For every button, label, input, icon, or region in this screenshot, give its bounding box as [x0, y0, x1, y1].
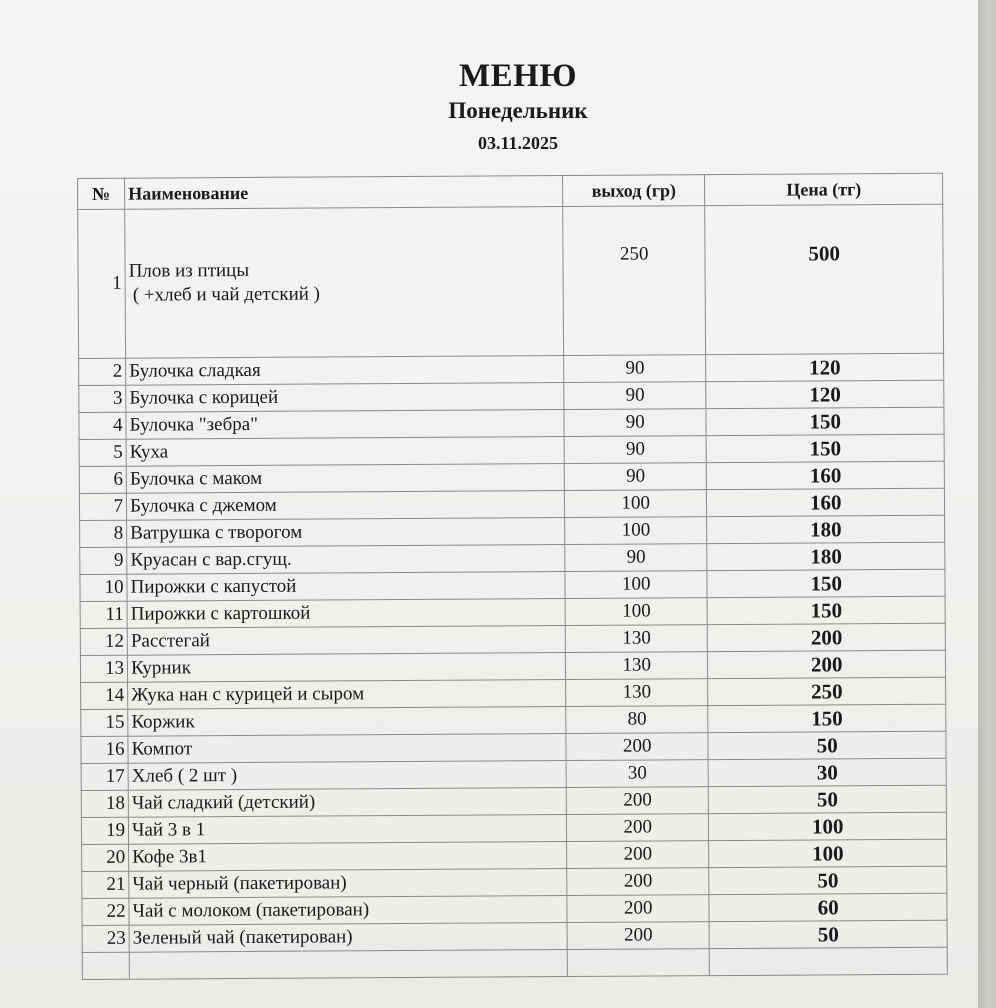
row-name: Булочка сладкая: [126, 356, 564, 386]
row-number: 5: [79, 439, 126, 466]
row-number: 23: [82, 925, 129, 952]
row-number: 13: [80, 655, 127, 682]
empty-cell: [129, 950, 567, 980]
row-name: Жука нан с курицей и сыром: [128, 680, 566, 710]
row-name: Зеленый чай (пакетирован): [129, 923, 567, 953]
column-header-output: выход (гр): [563, 175, 706, 207]
row-number: 19: [81, 817, 128, 844]
row-price: 160: [707, 488, 945, 516]
row-number: 18: [81, 790, 128, 817]
table-row: [78, 204, 944, 358]
row-name: Расстегай: [127, 626, 565, 656]
row-price: 150: [706, 407, 944, 435]
column-header-number: №: [78, 178, 125, 209]
row-number: 3: [79, 385, 126, 412]
row-number: 22: [82, 898, 129, 925]
row-output: 80: [566, 706, 708, 734]
row-name: Хлеб ( 2 шт ): [128, 761, 566, 791]
row-number: 4: [79, 412, 126, 439]
row-output: 100: [565, 571, 707, 599]
row-price: 180: [707, 515, 945, 543]
row-output: 100: [565, 517, 707, 545]
row-output: 200: [567, 922, 709, 950]
menu-table: [77, 173, 948, 980]
row-number: 16: [81, 736, 128, 763]
row-name: Кофе 3в1: [129, 842, 567, 872]
row-price: 150: [707, 569, 945, 597]
row-name-note: ( +хлеб и чай детский ): [132, 283, 321, 306]
row-number: 17: [81, 763, 128, 790]
row-name: Компот: [128, 734, 566, 764]
row-price: 250: [708, 677, 946, 705]
row-output: 100: [565, 490, 707, 518]
row-output: 200: [567, 895, 709, 923]
row-name: Булочка с корицей: [126, 383, 564, 413]
row-price: 50: [708, 731, 946, 759]
row-number: 12: [80, 628, 127, 655]
row-price: 100: [709, 812, 947, 840]
row-number: 10: [80, 574, 127, 601]
row-output: 90: [564, 409, 706, 437]
row-name: Чай 3 в 1: [128, 815, 566, 845]
menu-day: Понедельник: [448, 98, 588, 123]
row-number: 21: [82, 871, 129, 898]
row-output: 130: [566, 652, 708, 680]
row-name: Коржик: [128, 707, 566, 737]
row-output: 130: [565, 625, 707, 653]
table-row-empty: [82, 947, 947, 979]
row-name: Булочка с маком: [126, 464, 564, 494]
row-price: 50: [709, 866, 947, 894]
row-name: Круасан с вар.сгущ.: [127, 545, 565, 575]
row-number: 9: [80, 547, 127, 574]
row-name: Плов из птицы: [128, 259, 250, 282]
row-name-cell: [125, 207, 564, 359]
row-name: Чай с молоком (пакетирован): [129, 896, 567, 926]
menu-title: МЕНЮ: [459, 58, 577, 94]
row-output: 90: [564, 382, 706, 410]
row-output: 200: [566, 814, 708, 842]
row-output: 90: [564, 463, 706, 491]
menu-table-body: [78, 204, 948, 979]
row-number: 15: [81, 709, 128, 736]
row-price: 180: [707, 542, 945, 570]
row-price: 50: [709, 920, 947, 948]
row-price: 150: [707, 596, 945, 624]
row-name: Курник: [128, 653, 566, 683]
row-output: 30: [566, 760, 708, 788]
row-number: 20: [82, 844, 129, 871]
row-price: 150: [708, 704, 946, 732]
row-output: 250: [563, 206, 706, 356]
row-name: Булочка с джемом: [127, 491, 565, 521]
row-number: 14: [81, 682, 128, 709]
row-output: 200: [566, 787, 708, 815]
row-name: Пирожки с картошкой: [127, 599, 565, 629]
row-name: Ватрушка с творогом: [127, 518, 565, 548]
row-name: Куха: [126, 437, 564, 467]
row-output: 100: [565, 598, 707, 626]
row-price: 150: [707, 434, 945, 462]
empty-cell: [82, 952, 129, 979]
row-number: 11: [80, 601, 127, 628]
row-price: 200: [708, 623, 946, 651]
row-number: 8: [80, 520, 127, 547]
row-name: Булочка "зебра": [126, 410, 564, 440]
menu-header: [0, 56, 996, 160]
empty-cell: [567, 949, 709, 977]
row-price: 120: [706, 353, 944, 381]
row-price: 200: [708, 650, 946, 678]
row-price: 30: [708, 758, 946, 786]
row-price: 100: [709, 839, 947, 867]
row-number: 7: [79, 493, 126, 520]
row-output: 90: [565, 544, 707, 572]
row-price: 500: [705, 204, 943, 354]
row-name: Чай сладкий (детский): [128, 788, 566, 818]
row-number: 1: [78, 209, 126, 358]
row-number: 6: [79, 466, 126, 493]
menu-date: 03.11.2025: [477, 133, 558, 153]
row-price: 60: [709, 893, 947, 921]
row-price: 120: [706, 380, 944, 408]
row-name: Чай черный (пакетирован): [129, 869, 567, 899]
row-price: 50: [709, 785, 947, 813]
row-price: 160: [707, 461, 945, 489]
row-number: 2: [79, 358, 126, 385]
column-header-price: Цена (тг): [705, 173, 943, 205]
row-output: 200: [567, 868, 709, 896]
row-output: 130: [566, 679, 708, 707]
row-output: 90: [564, 436, 706, 464]
row-output: 90: [564, 355, 706, 383]
row-output: 200: [567, 841, 709, 869]
column-header-name: Наименование: [125, 176, 563, 210]
row-output: 200: [566, 733, 708, 761]
row-name: Пирожки с капустой: [127, 572, 565, 602]
empty-cell: [710, 947, 948, 975]
